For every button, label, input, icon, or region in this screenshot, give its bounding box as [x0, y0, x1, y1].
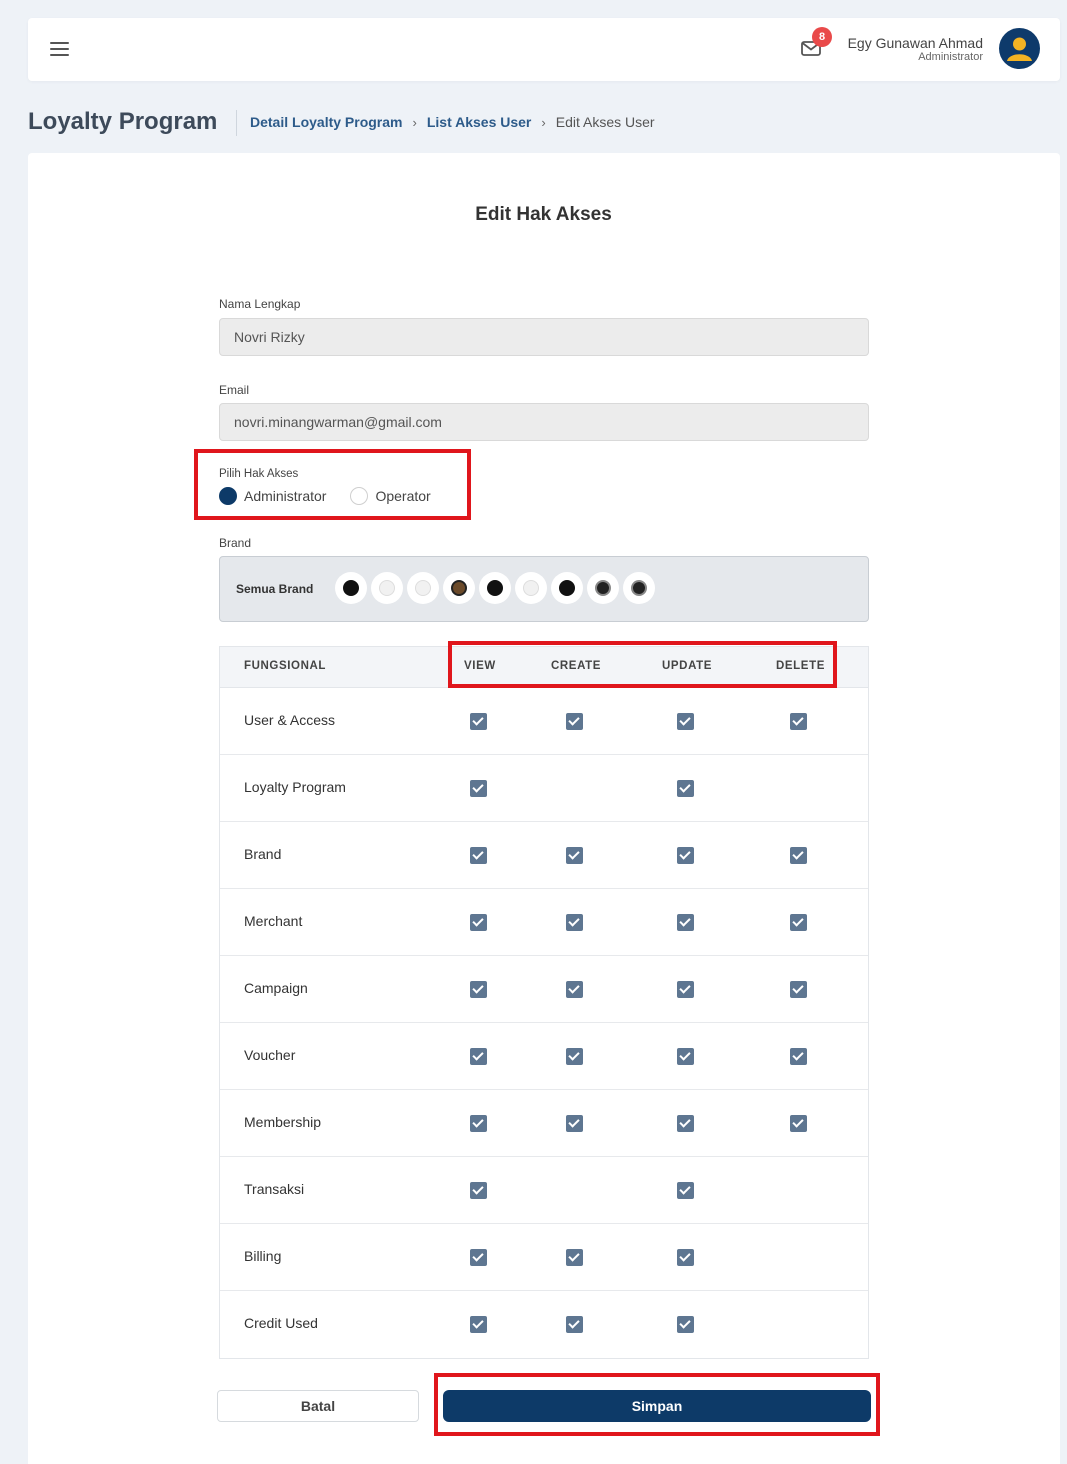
full-name-field[interactable]: Novri Rizky [219, 318, 869, 356]
view-checkbox[interactable] [470, 847, 487, 864]
permission-name: Merchant [244, 913, 303, 929]
permission-name: User & Access [244, 712, 336, 728]
page-title: Loyalty Program [28, 108, 218, 135]
user-role: Administrator [918, 51, 983, 63]
delete-checkbox[interactable] [790, 847, 807, 864]
create-checkbox[interactable] [566, 1048, 583, 1065]
access-label: Pilih Hak Akses [219, 468, 299, 480]
permission-row [220, 889, 868, 956]
brand-logo[interactable] [443, 572, 475, 604]
breadcrumb-current: Edit Akses User [555, 114, 655, 130]
delete-checkbox[interactable] [790, 713, 807, 730]
update-checkbox[interactable] [677, 1182, 694, 1199]
highlight-box-access [194, 449, 471, 520]
permission-row [220, 1224, 868, 1291]
header-update: UPDATE [662, 660, 713, 672]
breadcrumb [250, 114, 655, 130]
update-checkbox[interactable] [677, 847, 694, 864]
permission-name: Brand [244, 846, 282, 862]
view-checkbox[interactable] [470, 713, 487, 730]
brand-logo[interactable] [479, 572, 511, 604]
chevron-right-icon: › [412, 114, 417, 130]
permission-name: Transaksi [244, 1181, 305, 1197]
brand-logo[interactable] [335, 572, 367, 604]
permission-row [220, 1023, 868, 1090]
permission-row [220, 1090, 868, 1157]
brand-selector[interactable] [219, 556, 869, 622]
save-button[interactable]: Simpan [443, 1390, 871, 1422]
permission-name: Loyalty Program [244, 779, 346, 795]
highlight-box-columns [448, 641, 837, 688]
delete-checkbox[interactable] [790, 1115, 807, 1132]
create-checkbox[interactable] [566, 713, 583, 730]
permission-row [220, 1157, 868, 1224]
permission-name: Credit Used [244, 1315, 318, 1331]
email-label: Email [219, 383, 250, 397]
brand-logo[interactable] [587, 572, 619, 604]
update-checkbox[interactable] [677, 1115, 694, 1132]
create-checkbox[interactable] [566, 1249, 583, 1266]
update-checkbox[interactable] [677, 780, 694, 797]
update-checkbox[interactable] [677, 1048, 694, 1065]
update-checkbox[interactable] [677, 1249, 694, 1266]
update-checkbox[interactable] [677, 981, 694, 998]
update-checkbox[interactable] [677, 713, 694, 730]
brand-label: Brand [219, 536, 252, 550]
user-name: Egy Gunawan Ahmad [847, 35, 983, 51]
permission-table [219, 646, 869, 1359]
create-checkbox[interactable] [566, 847, 583, 864]
create-checkbox[interactable] [566, 1115, 583, 1132]
form-title: Edit Hak Akses [475, 204, 612, 225]
brand-logo[interactable] [407, 572, 439, 604]
view-checkbox[interactable] [470, 981, 487, 998]
permission-name: Membership [244, 1114, 322, 1130]
brand-all-label: Semua Brand [236, 582, 314, 596]
delete-checkbox[interactable] [790, 981, 807, 998]
permission-row [220, 1291, 868, 1358]
view-checkbox[interactable] [470, 914, 487, 931]
view-checkbox[interactable] [470, 1249, 487, 1266]
brand-logo[interactable] [371, 572, 403, 604]
create-checkbox[interactable] [566, 914, 583, 931]
permission-row [220, 688, 868, 755]
breadcrumb-divider [236, 110, 237, 136]
header-create: CREATE [551, 660, 602, 672]
view-checkbox[interactable] [470, 1048, 487, 1065]
view-checkbox[interactable] [470, 780, 487, 797]
brand-logo[interactable] [551, 572, 583, 604]
brand-logo[interactable] [623, 572, 655, 604]
brand-logo[interactable] [515, 572, 547, 604]
avatar[interactable] [999, 28, 1040, 69]
view-checkbox[interactable] [470, 1316, 487, 1333]
update-checkbox[interactable] [677, 914, 694, 931]
header-fungsional: FUNGSIONAL [244, 660, 327, 672]
menu-icon[interactable] [50, 42, 70, 58]
create-checkbox[interactable] [566, 981, 583, 998]
view-checkbox[interactable] [470, 1182, 487, 1199]
notification-badge: 8 [812, 27, 832, 47]
brand-logo-list [335, 572, 659, 604]
permission-name: Billing [244, 1248, 282, 1264]
create-checkbox[interactable] [566, 1316, 583, 1333]
view-checkbox[interactable] [470, 1115, 487, 1132]
permission-row [220, 822, 868, 889]
email-field[interactable]: novri.minangwarman@gmail.com [219, 403, 869, 441]
permission-row [220, 755, 868, 822]
chevron-right-icon: › [541, 114, 546, 130]
header-view: VIEW [464, 660, 496, 672]
radio-administrator-label: Administrator [244, 488, 327, 504]
header-delete: DELETE [776, 660, 825, 672]
full-name-label: Nama Lengkap [219, 297, 301, 311]
highlight-box-save [434, 1373, 880, 1436]
permission-name: Voucher [244, 1047, 296, 1063]
delete-checkbox[interactable] [790, 1048, 807, 1065]
permission-row [220, 956, 868, 1023]
radio-operator-label: Operator [375, 488, 431, 504]
breadcrumb-detail-loyalty[interactable]: Detail Loyalty Program [250, 114, 403, 130]
breadcrumb-list-akses[interactable]: List Akses User [426, 114, 532, 130]
update-checkbox[interactable] [677, 1316, 694, 1333]
cancel-button[interactable]: Batal [217, 1390, 419, 1422]
delete-checkbox[interactable] [790, 914, 807, 931]
top-bar [28, 18, 1060, 81]
permission-name: Campaign [244, 980, 308, 996]
